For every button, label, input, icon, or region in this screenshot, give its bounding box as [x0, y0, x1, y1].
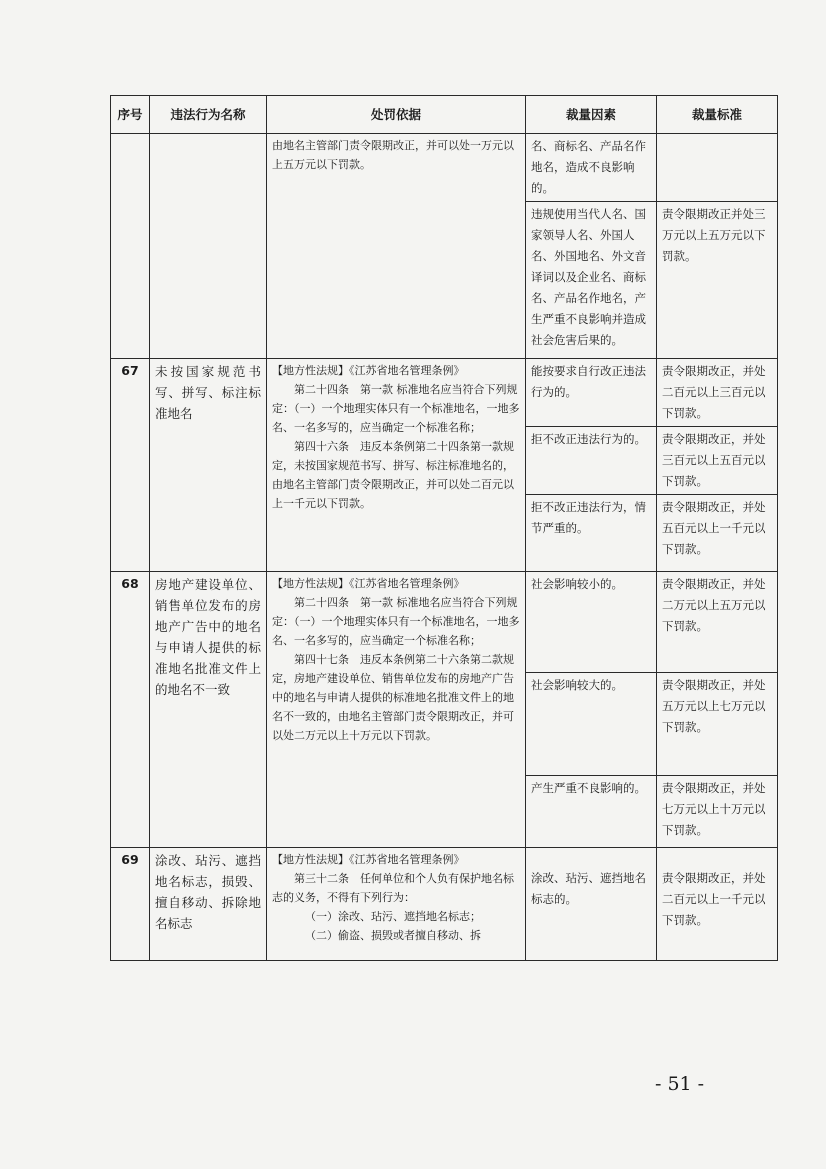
discretion-standard: 责令限期改正，并处二百元以上一千元以下罚款。 — [657, 848, 778, 961]
table-row — [111, 134, 778, 202]
basis-source: 【地方性法规】《江苏省地名管理条例》 — [272, 853, 465, 866]
discretion-factor: 社会影响较大的。 — [526, 673, 657, 776]
header-num: 序号 — [111, 96, 150, 134]
penalty-table — [110, 95, 778, 961]
table-row — [111, 359, 778, 427]
basis-text: 由地名主管部门责令限期改正，并可以处一万元以上五万元以下罚款。 — [272, 139, 514, 171]
discretion-standard: 责令限期改正，并处七万元以上十万元以下罚款。 — [657, 776, 778, 848]
basis-article: 第二十四条 第一款 标准地名应当符合下列规定：（一）一个地理实体只有一个标准地名，一地多名、一名多写的，应当确定一个标准名称； — [272, 596, 520, 647]
header-factor: 裁量因素 — [526, 96, 657, 134]
discretion-factor: 社会影响较小的。 — [526, 572, 657, 673]
violation-name: 未按国家规范书写、拼写、标注标准地名 — [150, 359, 267, 572]
table-row — [111, 572, 778, 673]
basis-article: 第四十七条 违反本条例第二十六条第二款规定，房地产建设单位、销售单位发布的房地产广告中的地名与申请人提供的标准地名批准文件上的地名不一致的，由地名主管部门责令限期改正，并可以处二万元以上十万元以下罚款。 — [272, 653, 514, 742]
discretion-standard: 责令限期改正，并处五百元以上一千元以下罚款。 — [657, 495, 778, 572]
discretion-standard: 责令限期改正，并处二万元以上五万元以下罚款。 — [657, 572, 778, 673]
header-standard: 裁量标准 — [657, 96, 778, 134]
basis-article: 第二十四条 第一款 标准地名应当符合下列规定：（一）一个地理实体只有一个标准地名，一地多名、一名多写的，应当确定一个标准名称； — [272, 383, 520, 434]
violation-name: 涂改、玷污、遮挡地名标志，损毁、擅自移动、拆除地名标志 — [150, 848, 267, 961]
discretion-standard: 责令限期改正，并处三百元以上五百元以下罚款。 — [657, 427, 778, 495]
discretion-factor: 名、商标名、产品名作地名，造成不良影响的。 — [526, 134, 657, 202]
discretion-factor: 能按要求自行改正违法行为的。 — [526, 359, 657, 427]
basis-item: （一）涂改、玷污、遮挡地名标志； — [305, 910, 481, 923]
violation-name — [150, 134, 267, 359]
violation-name: 房地产建设单位、销售单位发布的房地产广告中的地名与申请人提供的标准地名批准文件上的地名不一致 — [150, 572, 267, 848]
basis-article: 第三十二条 任何单位和个人负有保护地名标志的义务，不得有下列行为： — [272, 872, 514, 904]
discretion-standard: 责令限期改正，并处五万元以上七万元以下罚款。 — [657, 673, 778, 776]
discretion-factor: 产生严重不良影响的。 — [526, 776, 657, 848]
basis-article: 第四十六条 违反本条例第二十四条第一款规定，未按国家规范书写、拼写、标注标准地名的，由地名主管部门责令限期改正，并可以处二百元以上一千元以下罚款。 — [272, 440, 514, 510]
penalty-basis — [267, 134, 526, 359]
table-row — [111, 848, 778, 961]
row-number: 68 — [111, 572, 150, 848]
discretion-factor: 拒不改正违法行为的。 — [526, 427, 657, 495]
basis-source: 【地方性法规】《江苏省地名管理条例》 — [272, 364, 465, 377]
penalty-basis — [267, 359, 526, 572]
discretion-standard: 责令限期改正，并处二百元以上三百元以下罚款。 — [657, 359, 778, 427]
discretion-factor: 违规使用当代人名、国家领导人名、外国人名、外国地名、外文音译词以及企业名、商标名、产品名作地名，产生严重不良影响并造成社会危害后果的。 — [526, 202, 657, 359]
row-number: 67 — [111, 359, 150, 572]
row-number: 69 — [111, 848, 150, 961]
basis-item: （二）偷盗、损毁或者擅自移动、拆 — [305, 929, 481, 942]
discretion-factor: 涂改、玷污、遮挡地名标志的。 — [526, 848, 657, 961]
discretion-factor: 拒不改正违法行为，情节严重的。 — [526, 495, 657, 572]
discretion-standard — [657, 134, 778, 202]
penalty-basis — [267, 848, 526, 961]
penalty-basis — [267, 572, 526, 848]
header-violation: 违法行为名称 — [150, 96, 267, 134]
page-number: - 51 - — [655, 1073, 705, 1095]
header-basis: 处罚依据 — [267, 96, 526, 134]
discretion-standard: 责令限期改正并处三万元以上五万元以下罚款。 — [657, 202, 778, 359]
row-number — [111, 134, 150, 359]
table-header-row — [111, 96, 778, 134]
basis-source: 【地方性法规】《江苏省地名管理条例》 — [272, 577, 465, 590]
